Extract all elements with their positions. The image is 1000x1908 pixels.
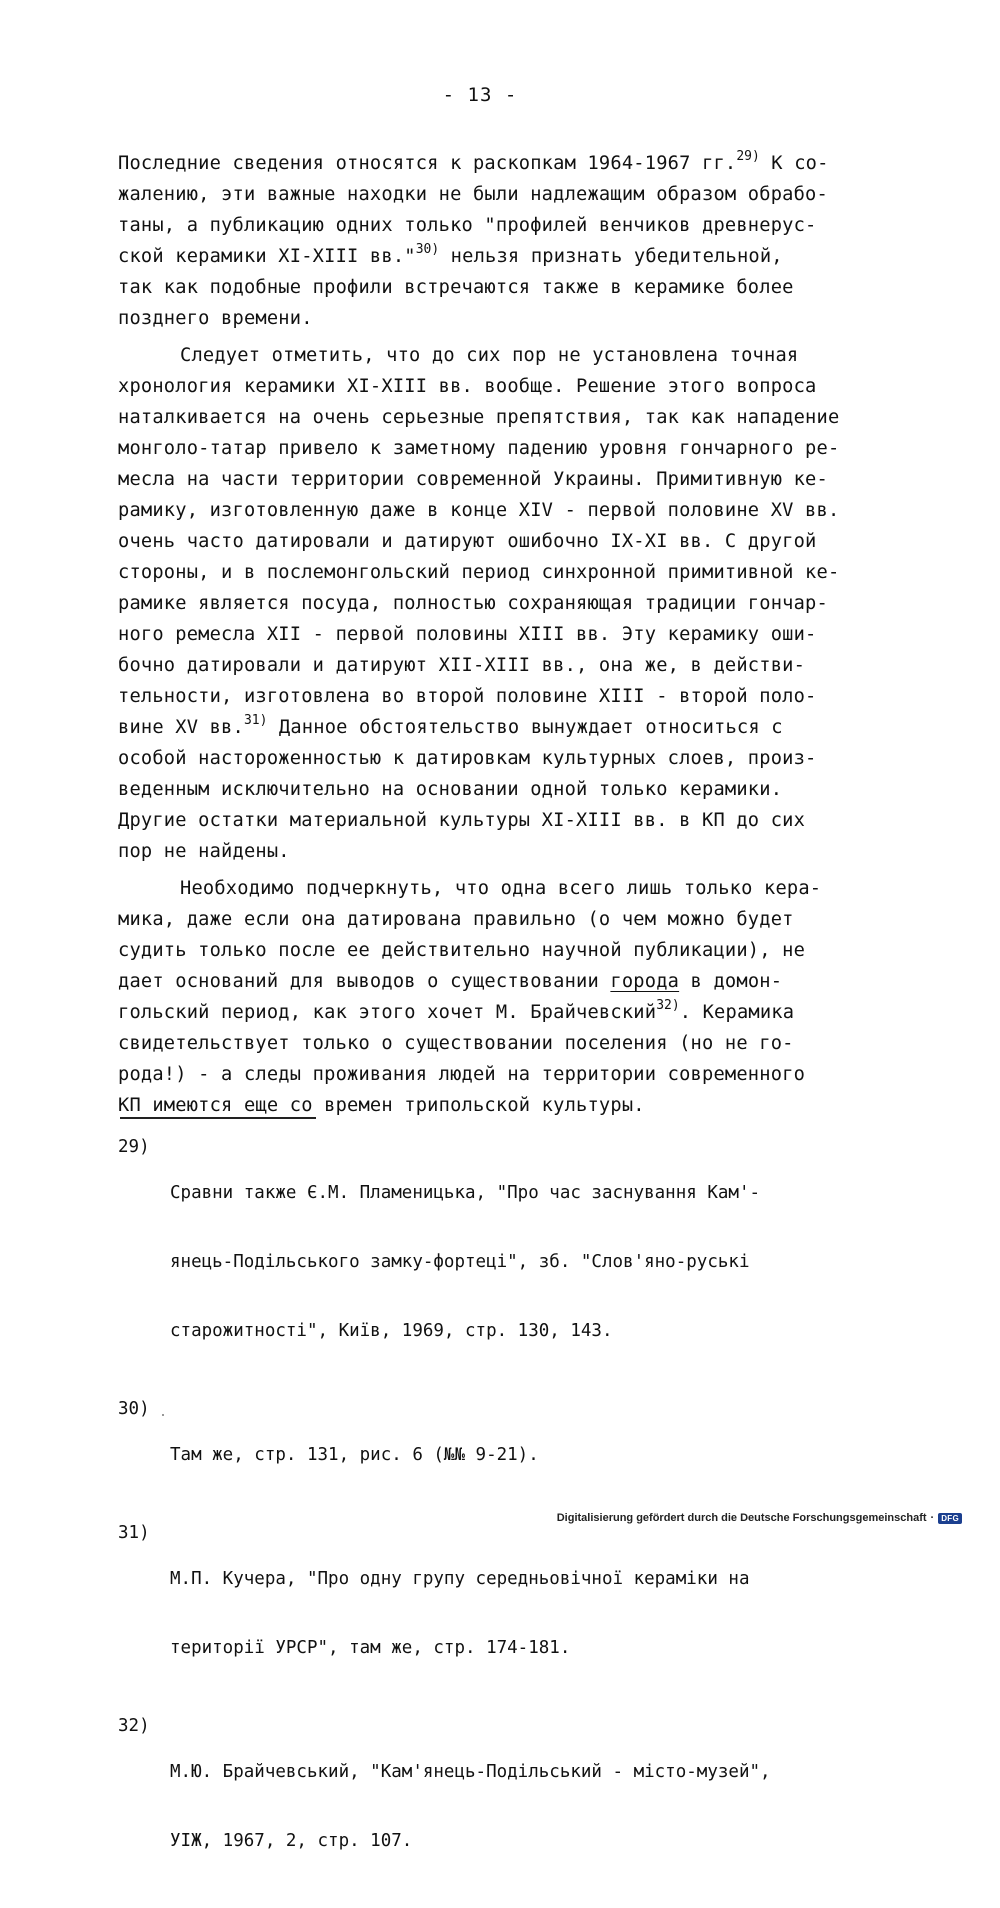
- text-segment: К со-: [759, 153, 829, 174]
- text-line: хронология керамики XI-XIII вв. вообще. Решение этого вопроса: [118, 376, 817, 397]
- footnote-text: [170, 1136, 760, 1389]
- text-line: наталкивается на очень серьезные препятствия, так как нападение: [118, 407, 840, 428]
- text-line: [118, 241, 893, 272]
- text-line: монголо-татар привело к заметному падению уровня гончарного ре-: [118, 438, 840, 459]
- text-line: судить только после ее действительно научной публикации), не: [118, 940, 806, 961]
- footnote-ref-31: 31): [243, 713, 268, 728]
- footnote-number: 30): [118, 1399, 150, 1419]
- footnote-line: М.П. Кучера, "Про одну групу середньовічної кераміки на: [170, 1569, 750, 1589]
- underlined-word: города: [610, 971, 680, 992]
- text-segment: гольский период, как этого хочет М. Брайчевский: [118, 1002, 657, 1023]
- text-line: [118, 712, 893, 743]
- text-line: жалению, эти важные находки не были надлежащим образом обрабо-: [118, 184, 828, 205]
- text-line: [118, 966, 893, 997]
- text-line: мика, даже если она датирована правильно (о чем можно будет: [118, 909, 794, 930]
- text-line: месла на части территории современной Украины. Примитивную ке-: [118, 469, 828, 490]
- footnote-line: М.Ю. Брайчевський, "Кам'янець-Подільський - місто-музей",: [170, 1762, 771, 1782]
- footnote-text: [170, 1398, 539, 1513]
- footnote-ref-32: 32): [656, 998, 680, 1013]
- text-line: Другие остатки материальной культуры XI-XIII вв. в КП до сих: [118, 810, 806, 831]
- text-segment: вине XV вв.: [118, 717, 244, 738]
- text-line: свидетельствует только о существовании поселения (но не го-: [118, 1033, 794, 1054]
- text-segment: Данное обстоятельство вынуждает относиться с: [267, 717, 783, 738]
- text-segment: ской керамики XI-XIII вв.": [118, 246, 416, 267]
- text-segment: дает оснований для выводов о существовании: [118, 971, 611, 992]
- footnote-ref-29: 29): [736, 149, 760, 164]
- text-line: так как подобные профили встречаются также в керамике более: [118, 277, 794, 298]
- footnote: [118, 1398, 918, 1513]
- footnote-text: [170, 1522, 749, 1706]
- text-line: бочно датировали и датируют XII-XIII вв., она же, в действи-: [118, 655, 806, 676]
- footnote-line: Сравни также Є.М. Пламеницька, "Про час заснування Кам'-: [170, 1183, 761, 1203]
- footnote-line: Там же, стр. 131, рис. 6 (№№ 9-21).: [170, 1445, 539, 1465]
- text-segment: Последние сведения относятся к раскопкам 1964-1967 гг.: [118, 153, 737, 174]
- footnote-number: 32): [118, 1716, 150, 1736]
- main-text: [118, 148, 893, 1121]
- footnote-ref-30: 30): [415, 242, 440, 257]
- text-line: пор не найдены.: [118, 841, 290, 862]
- footer-text: Digitalisierung gefördert durch die Deutsche Forschungsgemeinschaft: [556, 1512, 927, 1524]
- footnote-line: УІЖ, 1967, 2, стр. 107.: [170, 1831, 413, 1851]
- text-line: рамику, изготовленную даже в конце XIV - первой половине XV вв.: [118, 500, 840, 521]
- text-line: очень часто датировали и датируют ошибочно IX-XI вв. С другой: [118, 531, 817, 552]
- page-number: - 13 -: [442, 84, 518, 106]
- text-line: КП имеются еще со времен трипольской культуры.: [118, 1095, 645, 1116]
- text-line: ного ремесла XII - первой половины XIII вв. Эту керамику оши-: [118, 624, 817, 645]
- footnote: [118, 1715, 918, 1899]
- text-line: особой настороженностью к датировкам культурных слоев, произ-: [118, 748, 817, 769]
- text-line: Следует отметить, что до сих пор не установлена точная: [180, 345, 799, 366]
- footnote-number: 31): [118, 1523, 150, 1543]
- speck-mark: [162, 1414, 164, 1416]
- text-line: рода!) - а следы проживания людей на территории современного: [118, 1064, 806, 1085]
- text-line: веденным исключительно на основании одной только керамики.: [118, 779, 783, 800]
- text-segment: в домон-: [679, 971, 783, 992]
- footnote-line: старожитності", Київ, 1969, стр. 130, 143.: [170, 1321, 613, 1341]
- text-line: стороны, и в послемонгольский период синхронной примитивной ке-: [118, 562, 840, 583]
- text-segment: нельзя признать убедительной,: [439, 246, 783, 267]
- text-line: позднего времени.: [118, 308, 313, 329]
- digitization-footer: [557, 1512, 962, 1524]
- text-line: тельности, изготовлена во второй половине XIII - второй поло-: [118, 686, 817, 707]
- text-line: таны, а публикацию одних только "профилей венчиков древнерус-: [118, 215, 817, 236]
- footnote: [118, 1136, 918, 1389]
- text-line: [118, 148, 893, 179]
- footnote-line: янець-Подільського замку-фортеці", зб. "Слов'яно-руські: [170, 1252, 750, 1272]
- text-line: [118, 997, 893, 1028]
- footnote-separator: [120, 1117, 316, 1119]
- footnote-text: [170, 1715, 771, 1899]
- text-line: Необходимо подчеркнуть, что одна всего лишь только кера-: [180, 878, 822, 899]
- text-line: рамике является посуда, полностью сохраняющая традиции гончар-: [118, 593, 828, 614]
- footer-bullet: ·: [930, 1512, 935, 1524]
- footnote-number: 29): [118, 1137, 150, 1157]
- dfg-logo: DFG: [938, 1513, 962, 1524]
- footnote-line: території УРСР", там же, стр. 174-181.: [170, 1638, 571, 1658]
- text-segment: . Керамика: [679, 1002, 795, 1023]
- footnote: [118, 1522, 918, 1706]
